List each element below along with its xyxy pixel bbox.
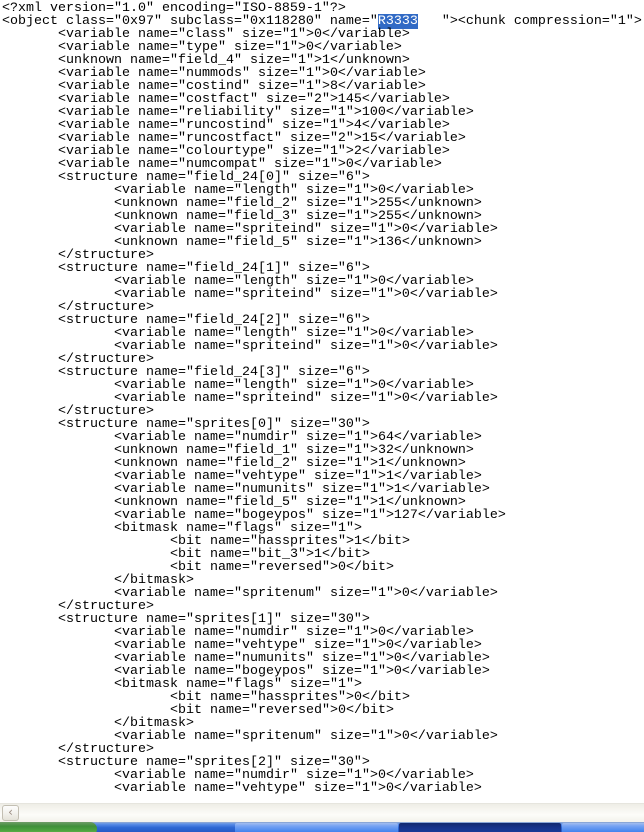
xml-line: </bitmask> bbox=[114, 716, 194, 731]
xml-line: <variable name="numdir" size="1">64</variable> bbox=[114, 430, 482, 445]
start-button[interactable] bbox=[0, 822, 97, 832]
xml-line: <variable name="spriteind" size="1">0</variable> bbox=[114, 287, 498, 302]
xml-line: <bit name="reversed">0</bit> bbox=[170, 560, 394, 575]
xml-line: <variable name="spritenum" size="1">0</variable> bbox=[114, 586, 498, 601]
xml-line: <bit name="hassprites">0</bit> bbox=[170, 690, 410, 705]
xml-line: </structure> bbox=[58, 742, 154, 757]
xml-line: <variable name="numunits" size="1">1</variable> bbox=[114, 482, 490, 497]
xml-line: <variable name="spriteind" size="1">0</variable> bbox=[114, 339, 498, 354]
xml-line: <unknown name="field_2" size="1">1</unknown> bbox=[114, 456, 466, 471]
scrollbar-track[interactable] bbox=[21, 804, 644, 822]
xml-line: <unknown name="field_5" size="1">136</unknown> bbox=[114, 235, 482, 250]
xml-line: </structure> bbox=[58, 300, 154, 315]
xml-line: <variable name="type" size="1">0</variable> bbox=[58, 40, 402, 55]
xml-line: <structure name="field_24[1]" size="6"> bbox=[58, 261, 370, 276]
xml-line: </structure> bbox=[58, 248, 154, 263]
xml-line: <unknown name="field_5" size="1">1</unknown> bbox=[114, 495, 466, 510]
xml-line: <variable name="costfact" size="2">145</variable> bbox=[58, 92, 450, 107]
xml-line: <variable name="numcompat" size="1">0</variable> bbox=[58, 157, 442, 172]
xml-line: <variable name="runcostfact" size="2">15</variable> bbox=[58, 131, 466, 146]
xml-line: </structure> bbox=[58, 599, 154, 614]
xml-line: <variable name="length" size="1">0</variable> bbox=[114, 378, 474, 393]
xml-line: <unknown name="field_2" size="1">255</unknown> bbox=[114, 196, 482, 211]
xml-line: <variable name="length" size="1">0</variable> bbox=[114, 274, 474, 289]
taskbar bbox=[0, 822, 644, 832]
xml-line: </structure> bbox=[58, 352, 154, 367]
taskbar-window-button-2-active[interactable] bbox=[399, 823, 561, 832]
xml-line: <variable name="bogeypos" size="1">127</variable> bbox=[114, 508, 506, 523]
selected-text: R3333 bbox=[377, 14, 418, 29]
xml-line: <structure name="field_24[3]" size="6"> bbox=[58, 365, 370, 380]
taskbar-window-button-1[interactable] bbox=[235, 823, 398, 832]
xml-line: <bit name="bit_3">1</bit> bbox=[170, 547, 370, 562]
xml-line: <bitmask name="flags" size="1"> bbox=[114, 677, 362, 692]
xml-line: <structure name="sprites[2]" size="30"> bbox=[58, 755, 370, 770]
xml-line: <unknown name="field_4" size="1">1</unknown> bbox=[58, 53, 410, 68]
xml-line: <structure name="field_24[2]" size="6"> bbox=[58, 313, 370, 328]
xml-line: <structure name="sprites[1]" size="30"> bbox=[58, 612, 370, 627]
horizontal-scrollbar[interactable] bbox=[0, 803, 644, 822]
xml-line: <bitmask name="flags" size="1"> bbox=[114, 521, 362, 536]
xml-line: </structure> bbox=[58, 404, 154, 419]
xml-line: <unknown name="field_1" size="1">32</unknown> bbox=[114, 443, 474, 458]
xml-line: <variable name="numdir" size="1">0</variable> bbox=[114, 625, 474, 640]
xml-line: <object class="0x97" subclass="0x118280" name="R3333 "><chunk compression="1"> bbox=[2, 14, 642, 29]
xml-line: <structure name="sprites[0]" size="30"> bbox=[58, 417, 370, 432]
xml-line: <variable name="vehtype" size="1">0</variable> bbox=[114, 638, 482, 653]
xml-line: <variable name="class" size="1">0</variable> bbox=[58, 27, 410, 42]
xml-line: <variable name="costind" size="1">8</variable> bbox=[58, 79, 426, 94]
xml-line: <variable name="length" size="1">0</variable> bbox=[114, 326, 474, 341]
xml-line: <variable name="spriteind" size="1">0</variable> bbox=[114, 222, 498, 237]
xml-line: <?xml version="1.0" encoding="ISO-8859-1"?> bbox=[2, 1, 346, 16]
xml-line: <variable name="numunits" size="1">0</variable> bbox=[114, 651, 490, 666]
xml-line: <variable name="vehtype" size="1">0</variable> bbox=[114, 781, 482, 796]
xml-line: <variable name="bogeypos" size="1">0</variable> bbox=[114, 664, 490, 679]
xml-line: <variable name="runcostind" size="1">4</variable> bbox=[58, 118, 450, 133]
xml-line: <variable name="vehtype" size="1">1</variable> bbox=[114, 469, 482, 484]
xml-line: <bit name="hassprites">1</bit> bbox=[170, 534, 410, 549]
chevron-left-icon: ‹ bbox=[8, 805, 13, 819]
xml-line: </bitmask> bbox=[114, 573, 194, 588]
taskbar-window-button-3[interactable] bbox=[562, 823, 644, 832]
xml-line: <variable name="numdir" size="1">0</variable> bbox=[114, 768, 474, 783]
xml-line: <bit name="reversed">0</bit> bbox=[170, 703, 394, 718]
xml-line: <variable name="reliability" size="1">100</variable> bbox=[58, 105, 474, 120]
xml-line: <variable name="spritenum" size="1">0</variable> bbox=[114, 729, 498, 744]
xml-line: <structure name="field_24[0]" size="6"> bbox=[58, 170, 370, 185]
scroll-left-button[interactable] bbox=[2, 805, 19, 821]
xml-line: <variable name="length" size="1">0</variable> bbox=[114, 183, 474, 198]
xml-line: <variable name="colourtype" size="1">2</variable> bbox=[58, 144, 450, 159]
xml-line: <unknown name="field_3" size="1">255</unknown> bbox=[114, 209, 482, 224]
xml-line: <variable name="nummods" size="1">0</variable> bbox=[58, 66, 426, 81]
xml-line: <variable name="spriteind" size="1">0</variable> bbox=[114, 391, 498, 406]
